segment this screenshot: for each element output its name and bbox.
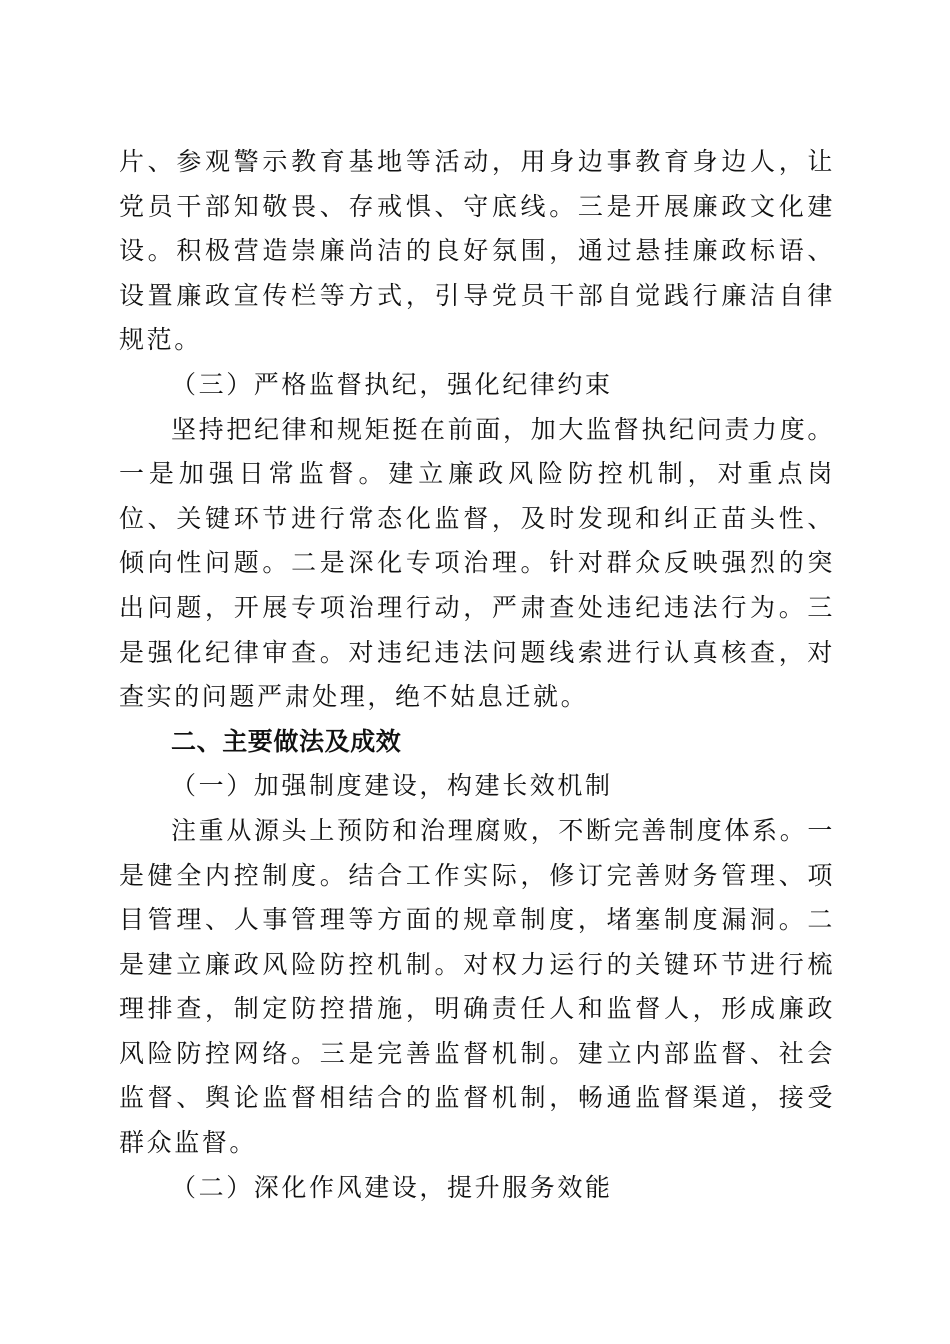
subheading: （二）深化作风建设，提升服务效能 (171, 1172, 613, 1202)
body-paragraph: 片、参观警示教育基地等活动，用身边事教育身边人，让党员干部知敬畏、存戒惧、守底线。三是开展廉政文化建设。积极营造崇廉尚洁的良好氛围，通过悬挂廉政标语、设置廉政宣传栏等方式，引导党员干部自觉践行廉洁自律规范。 (119, 147, 835, 355)
section-heading: 二、主要做法及成效 (171, 726, 402, 756)
body-paragraph: 坚持把纪律和规矩挺在前面，加大监督执纪问责力度。一是加强日常监督。建立廉政风险防控机制，对重点岗位、关键环节进行常态化监督，及时发现和纠正苗头性、倾向性问题。二是深化专项治理。针对群众反映强烈的突出问题，开展专项治理行动，严肃查处违纪违法行为。三是强化纪律审查。对违纪违法问题线索进行认真核查，对查实的问题严肃处理，绝不姑息迁就。 (119, 414, 835, 712)
document-page (119, 140, 835, 1210)
body-paragraph: 注重从源头上预防和治理腐败，不断完善制度体系。一是健全内控制度。结合工作实际，修订完善财务管理、项目管理、人事管理等方面的规章制度，堵塞制度漏洞。二是建立廉政风险防控机制。对权力运行的关键环节进行梳理排查，制定防控措施，明确责任人和监督人，形成廉政风险防控网络。三是完善监督机制。建立内部监督、社会监督、舆论监督相结合的监督机制，畅通监督渠道，接受群众监督。 (119, 815, 835, 1158)
subheading: （一）加强制度建设，构建长效机制 (171, 771, 613, 801)
subheading: （三）严格监督执纪，强化纪律约束 (171, 369, 613, 399)
